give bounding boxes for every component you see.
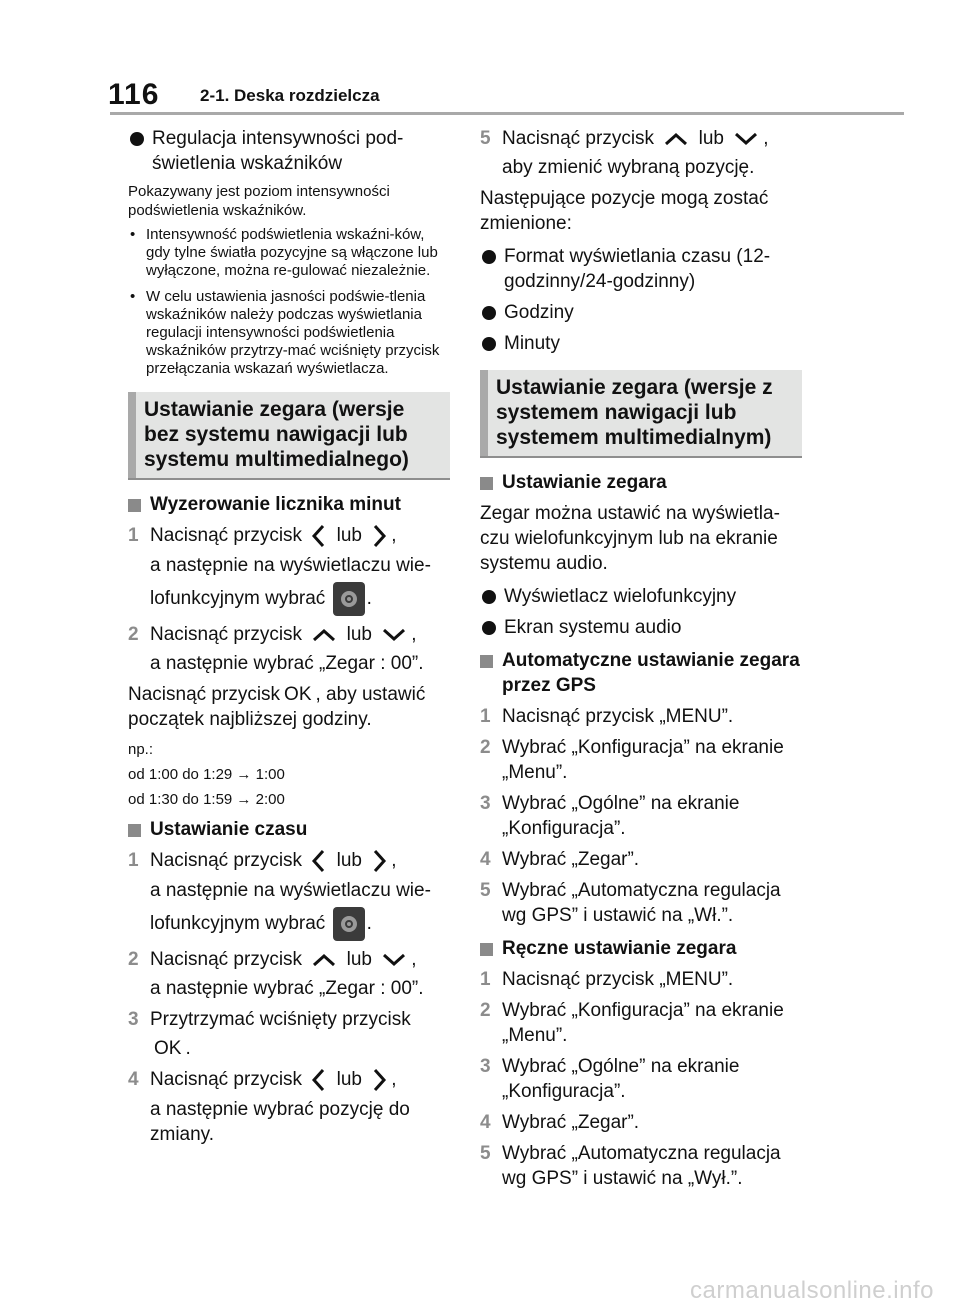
ok-button-label: OK (284, 684, 312, 705)
section-title-box: Ustawianie zegara (wersje bez systemu nawigacji lub systemu multimedialnego) (128, 392, 450, 480)
page-number: 116 (108, 78, 160, 111)
square-bullet-icon (480, 655, 493, 668)
paragraph: Nacisnąć przycisk OK , aby ustawić początek najbliższej godziny. (128, 684, 426, 730)
note-item: • Intensywność podświetlenia wskaźni-ków, gdy tylne światła pozycyjne są włączone lub wyłączone, można re-gulować niezależnie. (130, 226, 438, 279)
step-item: 5 Nacisnąć przycisk lub , aby zmienić wybraną pozycję. (480, 128, 769, 178)
section-title-box: Ustawianie zegara (wersje z systemem nawigacji lub systemem multimedialnym) (480, 370, 802, 458)
watermark: carmanualsonline.info (690, 1277, 934, 1304)
step-item: 2 Wybrać „Konfiguracja” na ekranie „Menu”. (480, 737, 784, 783)
subsection-heading: Ustawianie zegara (480, 470, 802, 495)
step-item: 5 Wybrać „Automatyczna regulacja wg GPS” i ustawić na „Wył.”. (480, 1143, 781, 1189)
settings-gear-icon (333, 582, 365, 616)
chevron-left-icon (311, 1067, 327, 1093)
chevron-up-icon (663, 131, 689, 147)
note-item: • W celu ustawienia jasności podświe-tlenia wskaźników należy podczas wyświetlania regulacji intensywności podświetlenia wskaźników przytrzy-mać wciśnięty przycisk przełączania wskazań wyświetlacza. (130, 288, 440, 377)
chapter-title: 2-1. Deska rozdzielcza (200, 86, 380, 105)
step-item: 5 Wybrać „Automatyczna regulacja wg GPS” i ustawić na „Wł.”. (480, 880, 781, 926)
example-label: np.: (128, 741, 154, 758)
step-item: 3 Wybrać „Ogólne” na ekranie „Konfiguracja”. (480, 793, 740, 839)
step-item: 2 Wybrać „Konfiguracja” na ekranie „Menu”. (480, 1000, 784, 1046)
paragraph: Zegar można ustawić na wyświetla-czu wielofunkcyjnym lub na ekranie systemu audio. (480, 503, 780, 574)
square-bullet-icon (480, 943, 493, 956)
subsection-heading: Automatyczne ustawianie zegara przez GPS (480, 648, 802, 698)
square-bullet-icon (480, 477, 493, 490)
step-item: 4 Wybrać „Zegar”. (480, 1112, 640, 1133)
bullet-heading: Regulacja intensywności pod-świetlenia wskaźników (128, 126, 450, 176)
subsection-heading: Ręczne ustawianie zegara (480, 936, 802, 961)
bullet-dot-icon (482, 590, 496, 604)
bullet-item: Format wyświetlania czasu (12-godzinny/24-godzinny) (480, 244, 802, 294)
step-item: 1 Nacisnąć przycisk lub , a następnie na wyświetlaczu wie- lofunkcyjnym wybrać . (128, 523, 450, 616)
chevron-up-icon (311, 627, 337, 643)
right-column (480, 126, 802, 1197)
header-divider (110, 112, 904, 115)
settings-gear-icon (333, 907, 365, 941)
subsection-heading: Ustawianie czasu (128, 817, 450, 842)
step-item: 3 Wybrać „Ogólne” na ekranie „Konfiguracja”. (480, 1056, 740, 1102)
left-column (128, 126, 450, 1153)
bullet-dot-icon (482, 250, 496, 264)
bullet-dot-icon (482, 306, 496, 320)
step-item: 4 Nacisnąć przycisk lub , a następnie wybrać pozycję do zmiany. (128, 1069, 410, 1145)
bullet-dot-icon (482, 621, 496, 635)
chevron-up-icon (311, 952, 337, 968)
step-item: 1 Nacisnąć przycisk „MENU”. (480, 706, 734, 727)
ok-button-label: OK (154, 1038, 182, 1059)
example-line: od 1:00 do 1:29 → 1:00 (128, 766, 285, 783)
chevron-right-icon (371, 848, 387, 874)
step-item: 2 Nacisnąć przycisk lub , a następnie wybrać „Zegar : 00”. (128, 949, 424, 999)
bullet-dot-icon (482, 337, 496, 351)
step-item: 3 Przytrzymać wciśnięty przycisk OK . (128, 1009, 411, 1059)
intro-text: Pokazywany jest poziom intensywności podświetlenia wskaźników. (128, 183, 390, 219)
bullet-item: Minuty (480, 331, 802, 356)
chevron-left-icon (311, 848, 327, 874)
step-item: 1 Nacisnąć przycisk „MENU”. (480, 969, 734, 990)
square-bullet-icon (128, 499, 141, 512)
square-bullet-icon (128, 824, 141, 837)
chevron-left-icon (311, 523, 327, 549)
bullet-item: Wyświetlacz wielofunkcyjny (480, 584, 802, 609)
step-item: 2 Nacisnąć przycisk lub , a następnie wybrać „Zegar : 00”. (128, 624, 424, 674)
bullet-dot-icon (130, 132, 144, 146)
chevron-right-icon (371, 523, 387, 549)
bullet-item: Godziny (480, 300, 802, 325)
page-header (108, 72, 904, 112)
step-item: 1 Nacisnąć przycisk lub , a następnie na wyświetlaczu wie- lofunkcyjnym wybrać . (128, 848, 450, 941)
chevron-down-icon (381, 952, 407, 968)
chevron-right-icon (371, 1067, 387, 1093)
step-item: 4 Wybrać „Zegar”. (480, 849, 640, 870)
subsection-heading: Wyzerowanie licznika minut (128, 492, 450, 517)
bullet-item: Ekran systemu audio (480, 615, 802, 640)
chevron-down-icon (733, 131, 759, 147)
example-line: od 1:30 do 1:59 → 2:00 (128, 791, 285, 808)
paragraph: Następujące pozycje mogą zostać zmienione: (480, 188, 769, 234)
chevron-down-icon (381, 627, 407, 643)
